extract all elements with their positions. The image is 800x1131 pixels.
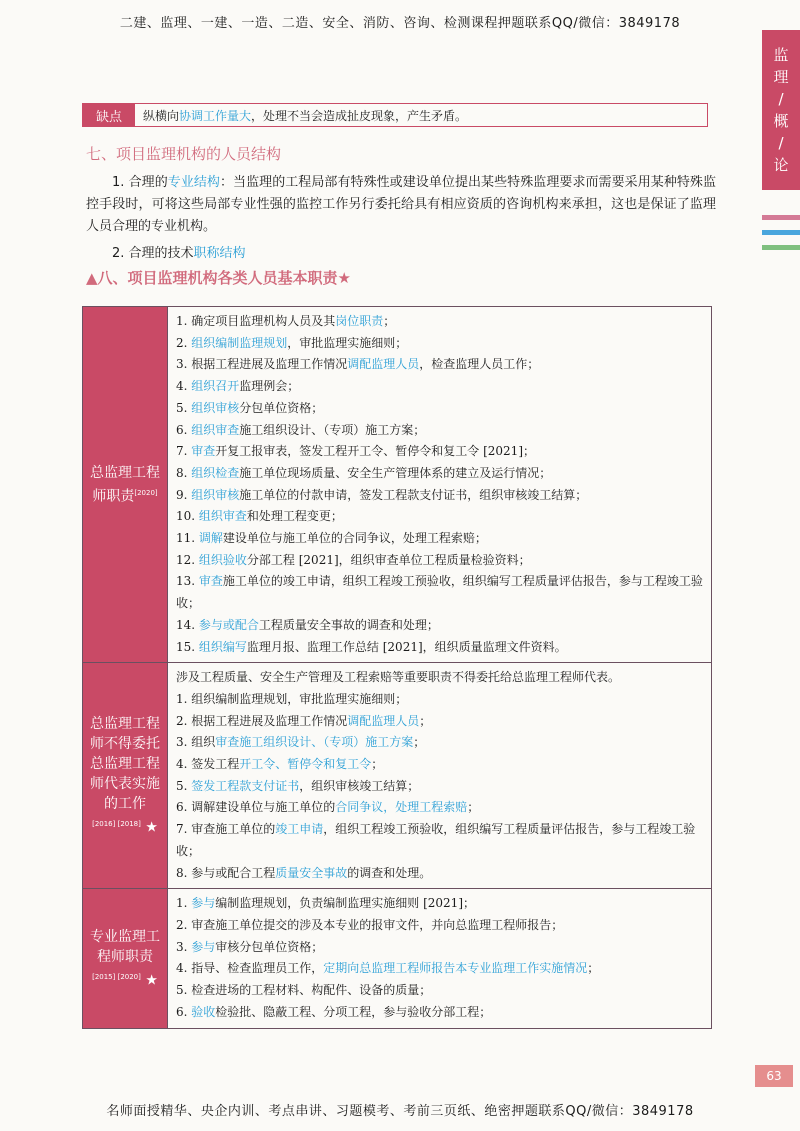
duty-item: 涉及工程质量、安全生产管理及工程索赔等重要职责不得委托给总监理工程师代表。 [176, 670, 621, 685]
section-items [168, 889, 711, 1027]
header-banner: 二建、监理、一建、一造、二造、安全、消防、咨询、检测课程押题联系QQ/微信：3849178 [119, 16, 681, 31]
duty-item: 3. 参与审核分包单位资格； [176, 939, 324, 954]
duty-item: 4. 组织召开监理例会； [176, 379, 300, 394]
duty-item: 14. 参与或配合工程质量安全事故的调查和处理； [176, 617, 439, 632]
duty-item: 6. 调解建设单位与施工单位的合同争议，处理工程索赔； [176, 800, 480, 815]
section-items [168, 663, 711, 888]
duty-item: 5. 签发工程款支付证书，组织审核竣工结算； [176, 778, 420, 793]
side-tab-char: 概 [773, 112, 789, 130]
chief-engineer-section [83, 307, 711, 663]
duty-item: 1. 组织编制监理规划，审批监理实施细则； [176, 691, 408, 706]
duty-item: 7. 审查开复工报审表，签发工程开工令、暂停令和复工令 [2021]； [176, 444, 536, 459]
side-tab-char: / [778, 134, 784, 152]
duty-item: 5. 检查进场的工程材料、构配件、设备的质量； [176, 983, 432, 998]
side-tab-char: 论 [773, 156, 789, 174]
non-delegable-section [83, 663, 711, 889]
duty-table [82, 306, 712, 1029]
duty-item: 2. 审查施工单位提交的涉及本专业的报审文件，并向总监理工程师报告； [176, 917, 564, 932]
flaw-label: 缺点 [83, 104, 135, 126]
decor-stripe [762, 215, 800, 220]
flaw-text: 纵横向协调工作量大，处理不当会造成扯皮现象，产生矛盾。 [143, 108, 468, 123]
side-tab-char: / [778, 90, 784, 108]
footer-banner: 名师面授精华、央企内训、考点串讲、习题模考、考前三页纸、绝密押题联系QQ/微信：3849178 [106, 1104, 694, 1119]
flaw-row [82, 103, 708, 127]
duty-item: 15. 组织编写监理月报、监理工作总结 [2021]，组织质量监理文件资料。 [176, 639, 567, 654]
duty-item: 10. 组织审查和处理工程变更； [176, 509, 343, 524]
side-tab-char: 监 [773, 46, 789, 64]
section-7-para-2: 2. 合理的技术职称结构 [112, 246, 246, 261]
duty-item: 2. 组织编制监理规划，审批监理实施细则； [176, 335, 408, 350]
duty-item: 6. 验收检验批、隐蔽工程、分项工程，参与验收分部工程； [176, 1004, 492, 1019]
specialist-engineer-section [83, 889, 711, 1027]
duty-item: 8. 组织检查施工单位现场质量、安全生产管理体系的建立及运行情况； [176, 465, 552, 480]
duty-item: 4. 指导、检查监理员工作，定期向总监理工程师报告本专业监理工作实施情况； [176, 961, 600, 976]
duty-item: 4. 签发工程开工令、暂停令和复工令； [176, 757, 384, 772]
section-7-title: 七、项目监理机构的人员结构 [86, 145, 282, 163]
duty-item: 6. 组织审查施工组织设计、（专项）施工方案； [176, 422, 426, 437]
duty-item: 1. 确定项目监理机构人员及其岗位职责； [176, 314, 396, 328]
duty-item: 2. 根据工程进展及监理工作情况调配监理人员； [176, 713, 432, 728]
side-tab-char: 理 [773, 68, 789, 86]
duty-item: 12. 组织验收分部工程 [2021]，组织审查单位工程质量检验资料； [176, 552, 531, 567]
section-items [168, 307, 711, 662]
duty-item: 5. 组织审核分包单位资格； [176, 400, 324, 415]
duty-item: 3. 根据工程进展及监理工作情况调配监理人员，检查监理人员工作； [176, 357, 540, 372]
duty-item: 1. 参与编制监理规划，负责编制监理实施细则 [2021]； [176, 896, 475, 911]
duty-item: 3. 组织审查施工组织设计、（专项）施工方案； [176, 735, 426, 750]
duty-item: 9. 组织审核施工单位的付款申请，签发工程款支付证书，组织审核竣工结算； [176, 487, 588, 502]
section-title: 专业监理工程师职责 [2015] [2020] ★ [83, 889, 168, 1027]
section-title: 总监理工程师不得委托总监理工程师代表实施的工作 [2016] [2018] ★ [83, 663, 168, 888]
decor-stripe [762, 230, 800, 235]
section-title: 总监理工程师职责[2020] [83, 307, 168, 662]
chapter-side-tab [762, 30, 800, 190]
duty-item: 8. 参与或配合工程质量安全事故的调查和处理。 [176, 865, 432, 880]
section-7-para-1: 1. 合理的专业结构：当监理的工程局部有特殊性或建设单位提出某些特殊监理要求而需要采用某种特殊监控手段时，可将这些局部专业性强的监控工作另行委托给具有相应资质的咨询机构来承担，这也是保证了监理人员合理的专业机构。 [86, 175, 716, 234]
decor-stripe [762, 245, 800, 250]
page-number: 63 [755, 1065, 793, 1087]
duty-item: 7. 审查施工单位的竣工申请，组织工程竣工预验收，组织编写工程质量评估报告，参与工程竣工验收； [176, 822, 696, 858]
duty-item: 11. 调解建设单位与施工单位的合同争议，处理工程索赔； [176, 531, 487, 546]
section-8-title: ▲八、项目监理机构各类人员基本职责★ [86, 269, 351, 287]
duty-item: 13. 审查施工单位的竣工申请，组织工程竣工预验收，组织编写工程质量评估报告，参与工程竣工验收； [176, 574, 703, 611]
